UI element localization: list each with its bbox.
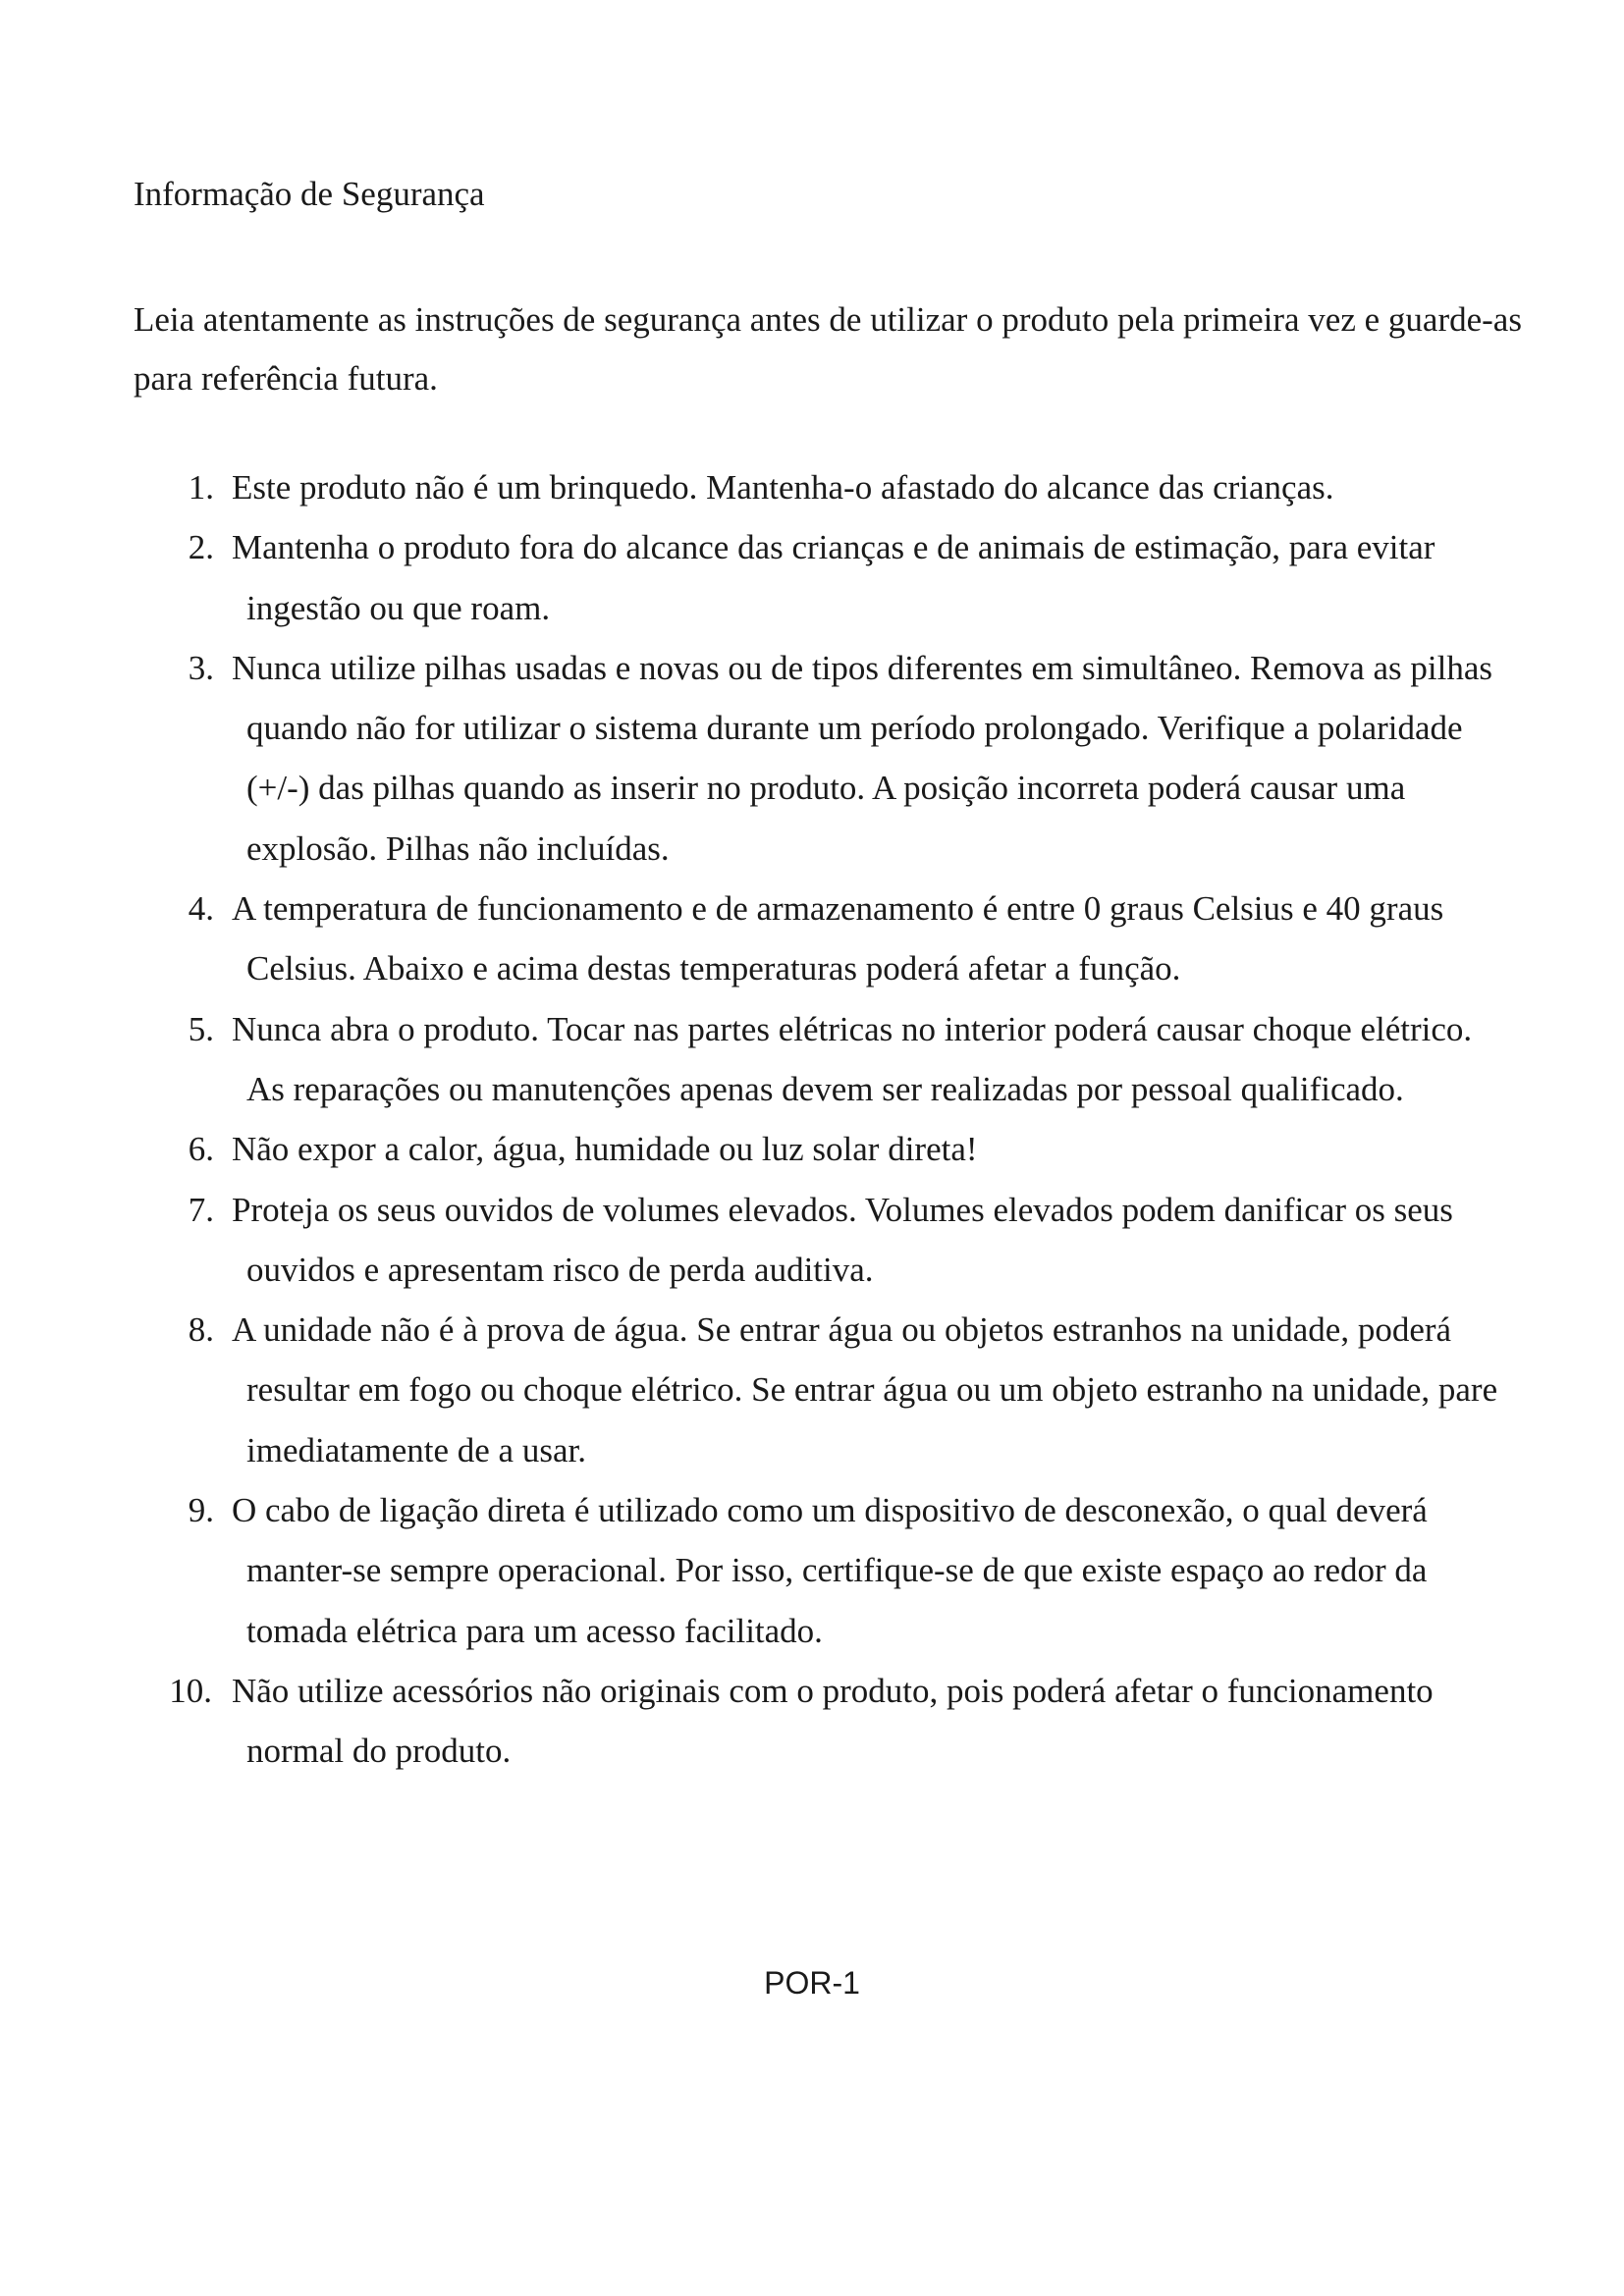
list-item-number: 7. [188, 1190, 214, 1229]
list-item [0, 638, 1624, 879]
list-item [0, 517, 1624, 638]
list-item-text: A unidade não é à prova de água. Se entrar água ou objetos estranhos na unidade, poderá resultar em fogo ou choque elétrico. Se entrar água ou um objeto estranho na unidade, pare imediatamente de a usar. [232, 1310, 1498, 1469]
list-item-text: Proteja os seus ouvidos de volumes elevados. Volumes elevados podem danificar os seus ouvidos e apresentam risco de perda auditiva. [232, 1190, 1453, 1289]
list-item-number: 9. [188, 1491, 214, 1530]
list-item-text: Este produto não é um brinquedo. Mantenha-o afastado do alcance das crianças. [232, 468, 1334, 507]
list-item [0, 1119, 1624, 1179]
list-item-number: 6. [188, 1130, 214, 1169]
list-item [0, 1300, 1624, 1480]
list-item [0, 1480, 1624, 1661]
page-number: POR-1 [764, 1965, 860, 2001]
list-item [0, 879, 1624, 999]
list-item-number: 5. [188, 1009, 214, 1048]
list-item-number: 4. [188, 889, 214, 929]
intro-paragraph: Leia atentamente as instruções de segurança antes de utilizar o produto pela primeira vez e guarde-as para referência futura. [134, 300, 1522, 398]
list-item-number: 3. [188, 648, 214, 687]
list-item-text: Nunca abra o produto. Tocar nas partes elétricas no interior poderá causar choque elétrico. As reparações ou manutenções apenas devem ser realizadas por pessoal qualificado. [232, 1009, 1473, 1108]
safety-rules-list [0, 457, 1624, 1782]
list-item-number: 2. [188, 528, 214, 567]
list-item [0, 1180, 1624, 1301]
list-item-text: Mantenha o produto fora do alcance das crianças e de animais de estimação, para evitar ingestão ou que roam. [232, 528, 1435, 627]
list-item-text: Não expor a calor, água, humidade ou luz solar direta! [232, 1130, 978, 1169]
page-title: Informação de Segurança [134, 175, 485, 213]
list-item-text: A temperatura de funcionamento e de armazenamento é entre 0 graus Celsius e 40 graus Celsius. Abaixo e acima destas temperaturas poderá afetar a função. [232, 889, 1444, 988]
list-item [0, 1661, 1624, 1782]
list-item-number: 1. [188, 468, 214, 507]
list-item-number: 8. [188, 1310, 214, 1350]
list-item-text: Nunca utilize pilhas usadas e novas ou de tipos diferentes em simultâneo. Remova as pilhas quando não for utilizar o sistema durante um período prolongado. Verifique a polaridade (+/-) das pilhas quando as inserir no produto. A posição incorreta poderá causar uma explosão. Pilhas não incluídas. [232, 648, 1492, 868]
list-item-number: 10. [169, 1671, 212, 1710]
list-item [0, 457, 1624, 517]
list-item-text: O cabo de ligação direta é utilizado como um dispositivo de desconexão, o qual deverá manter-se sempre operacional. Por isso, certifique-se de que existe espaço ao redor da tomada elétrica para um acesso facilitado. [232, 1491, 1428, 1650]
list-item [0, 999, 1624, 1120]
list-item-text: Não utilize acessórios não originais com o produto, pois poderá afetar o funcionamento normal do produto. [232, 1671, 1434, 1771]
